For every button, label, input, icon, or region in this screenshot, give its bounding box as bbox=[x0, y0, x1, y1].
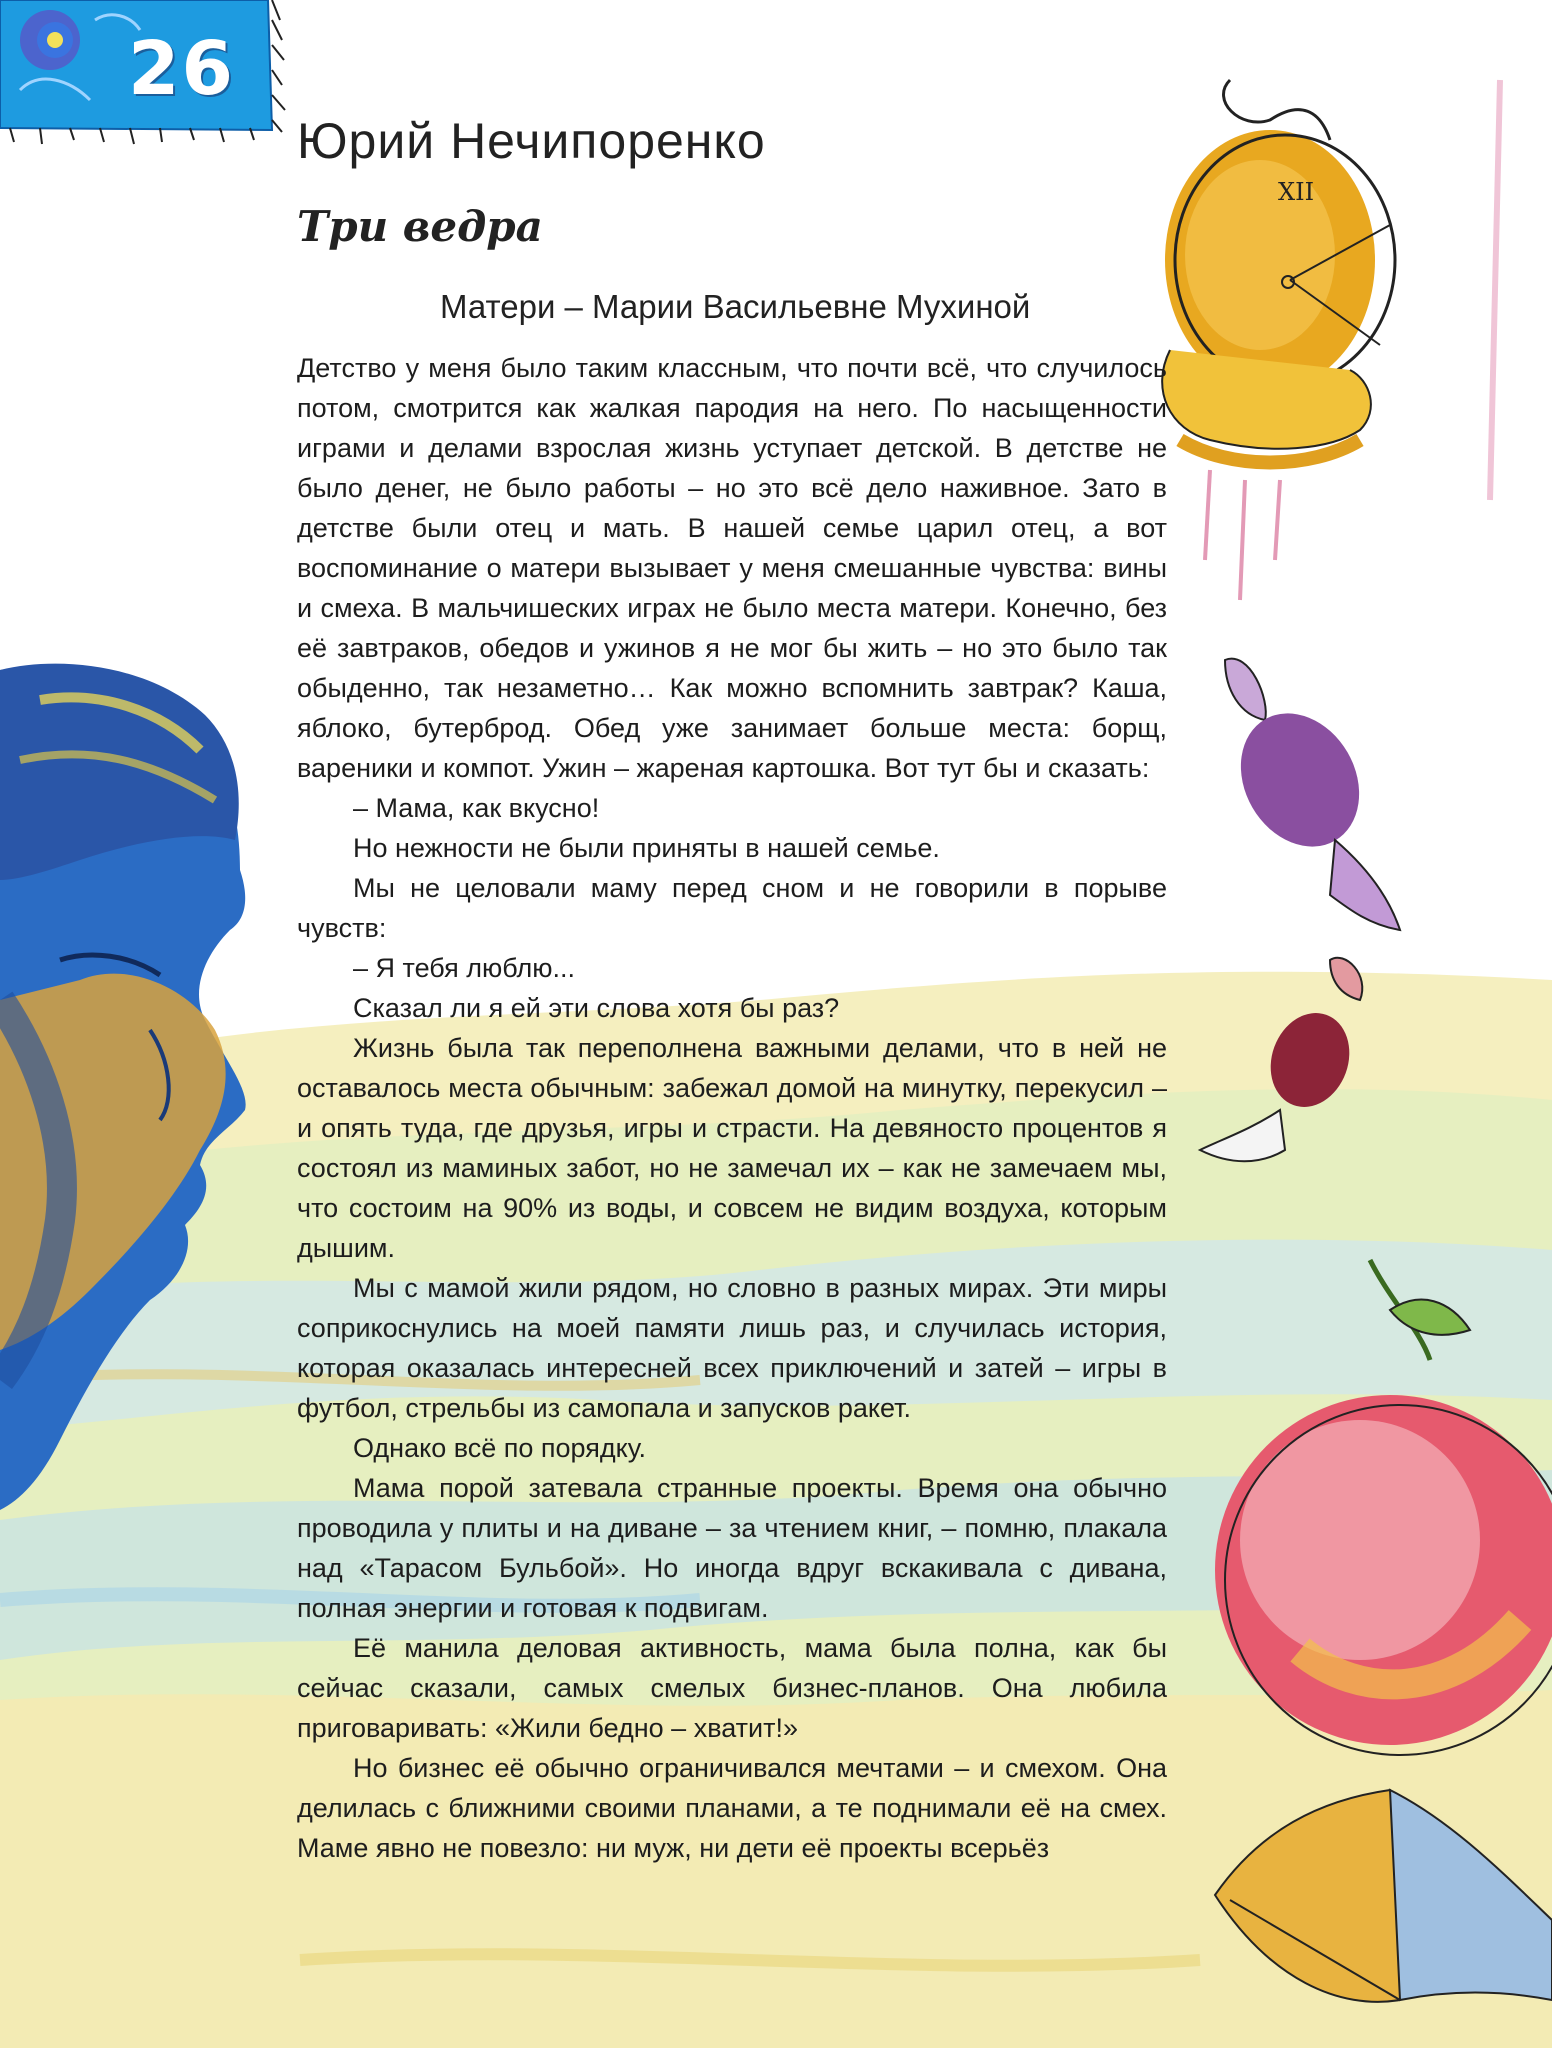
paragraph: Сказал ли я ей эти слова хотя бы раз? bbox=[353, 993, 840, 1023]
author-name: Юрий Нечипоренко bbox=[297, 113, 766, 169]
paragraph: – Я тебя люблю... bbox=[353, 953, 576, 983]
paragraph: Мама порой затевала странные проекты. Время она обычно проводила у плиты и на диване – за чтением книг, – помню, плакала над «Тарасом Бульбой». Но иногда вдруг вскакивала с дивана, полная энергии и готовая к подвигам. bbox=[297, 1473, 1167, 1623]
candy-purple-illustration bbox=[1217, 659, 1400, 930]
paragraph: Но бизнес её обычно ограничивался мечтами – и смехом. Она делилась с ближними своими планами, а те поднимали её на смех. Маме явно не повезло: ни муж, ни дети её проекты всерьёз bbox=[297, 1753, 1167, 1863]
clock-numeral: XII bbox=[1278, 178, 1315, 206]
paragraph: Жизнь была так переполнена важными делами, что в ней не оставалось места обычным: забежал домой на минутку, перекусил – и опять туда, где друзья, игры и страсти. На девяносто процентов я состоял из маминых забот, но не замечал их – как не замечаем мы, что состоим на 90% из воды, и совсем не видим воздуха, которым дышим. bbox=[297, 1033, 1167, 1263]
paragraph: Детство у меня было таким классным, что почти всё, что случилось потом, смотрится как жалкая пародия на него. По насыщенности играми и делами взрослая жизнь уступает детской. В детстве не было денег, не было работы – но это всё дело наживное. Зато в детстве были отец и мать. В нашей семье царил отец, а вот воспоминание о матери вызывает у меня смешанные чувства: вины и смеха. В мальчишеских играх не было места матери. Конечно, без её завтраков, обедов и ужинов я не мог бы жить – но это было так обыденно, так незаметно… Как можно вспомнить завтрак? Каша, яблоко, бутерброд. Обед уже занимает больше места: борщ, вареники и компот. Ужин – жареная картошка. Вот тут бы и сказать: bbox=[297, 353, 1167, 783]
clock-illustration bbox=[1162, 80, 1500, 600]
paragraph: – Мама, как вкусно! bbox=[353, 793, 600, 823]
paragraph: Однако всё по порядку. bbox=[353, 1433, 647, 1463]
paragraph: Её манила деловая активность, мама была полна, как бы сейчас сказали, самых смелых бизнес-планов. Она любила приговаривать: «Жили бедно – хватит!» bbox=[297, 1633, 1167, 1743]
dedication: Матери – Марии Васильевне Мухиной bbox=[440, 288, 1031, 325]
paragraph: Мы с мамой жили рядом, но словно в разных мирах. Эти миры соприкоснулись на моей памяти лишь раз, и случилась история, которая оказалась интересней всех приключений и затей – игры в футбол, стрельбы из самопала и запусков ракет. bbox=[297, 1273, 1167, 1423]
paragraph: Мы не целовали маму перед сном и не говорили в порыве чувств: bbox=[297, 873, 1167, 943]
page-number: 26 bbox=[128, 26, 235, 112]
story-title: Три ведра bbox=[297, 202, 543, 251]
paragraph: Но нежности не были приняты в нашей семье. bbox=[353, 833, 940, 863]
story-body bbox=[297, 348, 1167, 1868]
